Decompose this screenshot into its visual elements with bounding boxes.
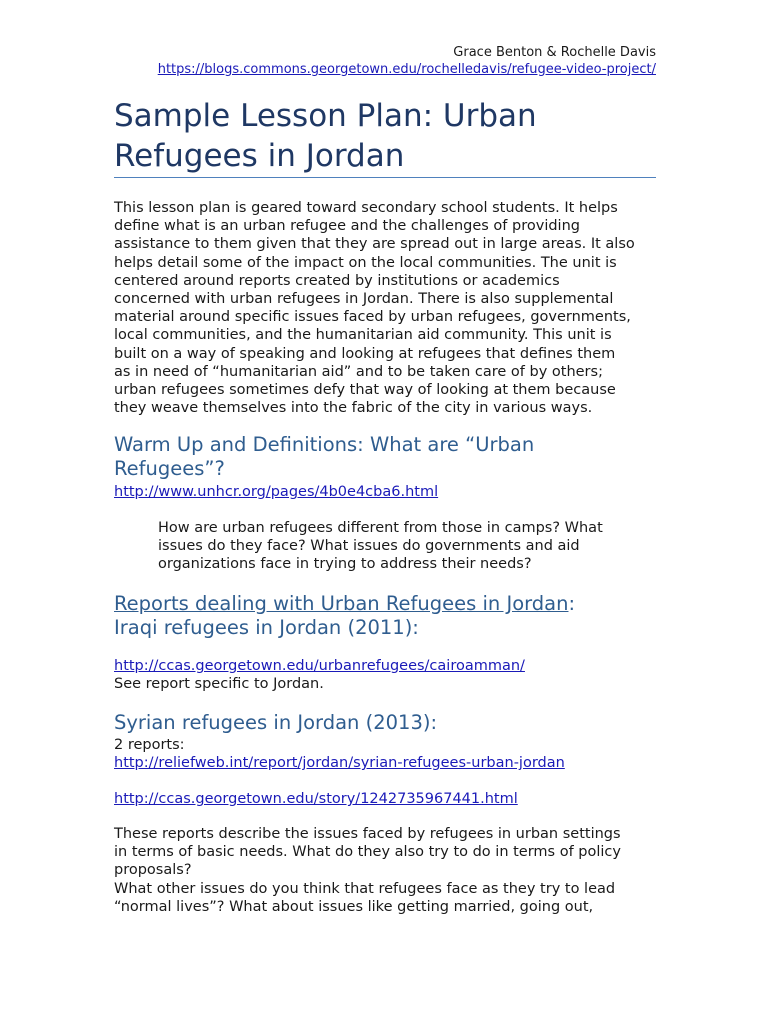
reports-heading xyxy=(114,592,662,640)
reports-heading-text: Reports dealing with Urban Refugees in Jordan xyxy=(114,592,569,615)
title-divider xyxy=(114,177,656,178)
iraqi-report-link[interactable]: http://ccas.georgetown.edu/urbanrefugees/cairoamman/ xyxy=(114,658,525,674)
warmup-heading-line: Warm Up and Definitions: What are “Urban xyxy=(114,433,535,456)
ccas-story-link[interactable]: http://ccas.georgetown.edu/story/1242735967441.html xyxy=(114,791,518,807)
intro-line: material around specific issues faced by urban refugees, governments, xyxy=(114,309,631,326)
iraqi-note: See report specific to Jordan. xyxy=(114,676,324,693)
page-title: Sample Lesson Plan: Urban Refugees in Jordan xyxy=(114,98,537,174)
intro-line: they weave themselves into the fabric of the city in various ways. xyxy=(114,400,593,417)
reliefweb-link[interactable]: http://reliefweb.int/report/jordan/syrian-refugees-urban-jordan xyxy=(114,755,565,772)
question-line: How are urban refugees different from those in camps? What xyxy=(158,520,603,536)
intro-paragraph xyxy=(114,199,662,417)
closing-line: “normal lives”? What about issues like getting married, going out, xyxy=(114,898,594,915)
intro-line: local communities, and the humanitarian aid community. This unit is xyxy=(114,327,612,344)
project-link[interactable]: https://blogs.commons.georgetown.edu/rochelledavis/refugee-video-project/ xyxy=(157,62,656,77)
question-line: issues do they face? What issues do governments and aid xyxy=(158,538,580,555)
intro-line: built on a way of speaking and looking at refugees that defines them xyxy=(114,345,616,362)
closing-line: in terms of basic needs. What do they also try to do in terms of policy xyxy=(114,844,621,861)
warmup-heading xyxy=(114,433,662,481)
unhcr-link[interactable]: http://www.unhcr.org/pages/4b0e4cba6.html xyxy=(114,484,439,500)
intro-line: as in need of “humanitarian aid” and to be taken care of by others; xyxy=(114,363,603,380)
warmup-questions xyxy=(158,519,658,574)
question-line: organizations face in trying to address their needs? xyxy=(158,556,532,573)
intro-line: define what is an urban refugee and the challenges of providing xyxy=(114,218,580,235)
syrian-heading: Syrian refugees in Jordan (2013): xyxy=(114,711,438,734)
warmup-heading-line: Refugees”? xyxy=(114,457,225,480)
closing-line: What other issues do you think that refugees face as they try to lead xyxy=(114,880,616,897)
intro-line: centered around reports created by institutions or academics xyxy=(114,272,560,289)
closing-line: proposals? xyxy=(114,862,192,879)
closing-line: These reports describe the issues faced by refugees in urban settings xyxy=(114,826,621,842)
authors: Grace Benton & Rochelle Davis xyxy=(453,45,656,60)
intro-line: helps detail some of the impact on the local communities. The unit is xyxy=(114,254,617,271)
intro-line: assistance to them given that they are spread out in large areas. It also xyxy=(114,236,635,253)
iraqi-heading: Iraqi refugees in Jordan (2011): xyxy=(114,616,419,639)
closing-paragraph xyxy=(114,825,662,916)
syrian-report-count: 2 reports: xyxy=(114,737,185,753)
intro-line: This lesson plan is geared toward secondary school students. It helps xyxy=(114,200,618,216)
reports-heading-colon: : xyxy=(568,592,576,615)
intro-line: concerned with urban refugees in Jordan. There is also supplemental xyxy=(114,291,614,308)
intro-line: urban refugees sometimes defy that way of looking at them because xyxy=(114,382,616,399)
document-header xyxy=(158,44,656,78)
